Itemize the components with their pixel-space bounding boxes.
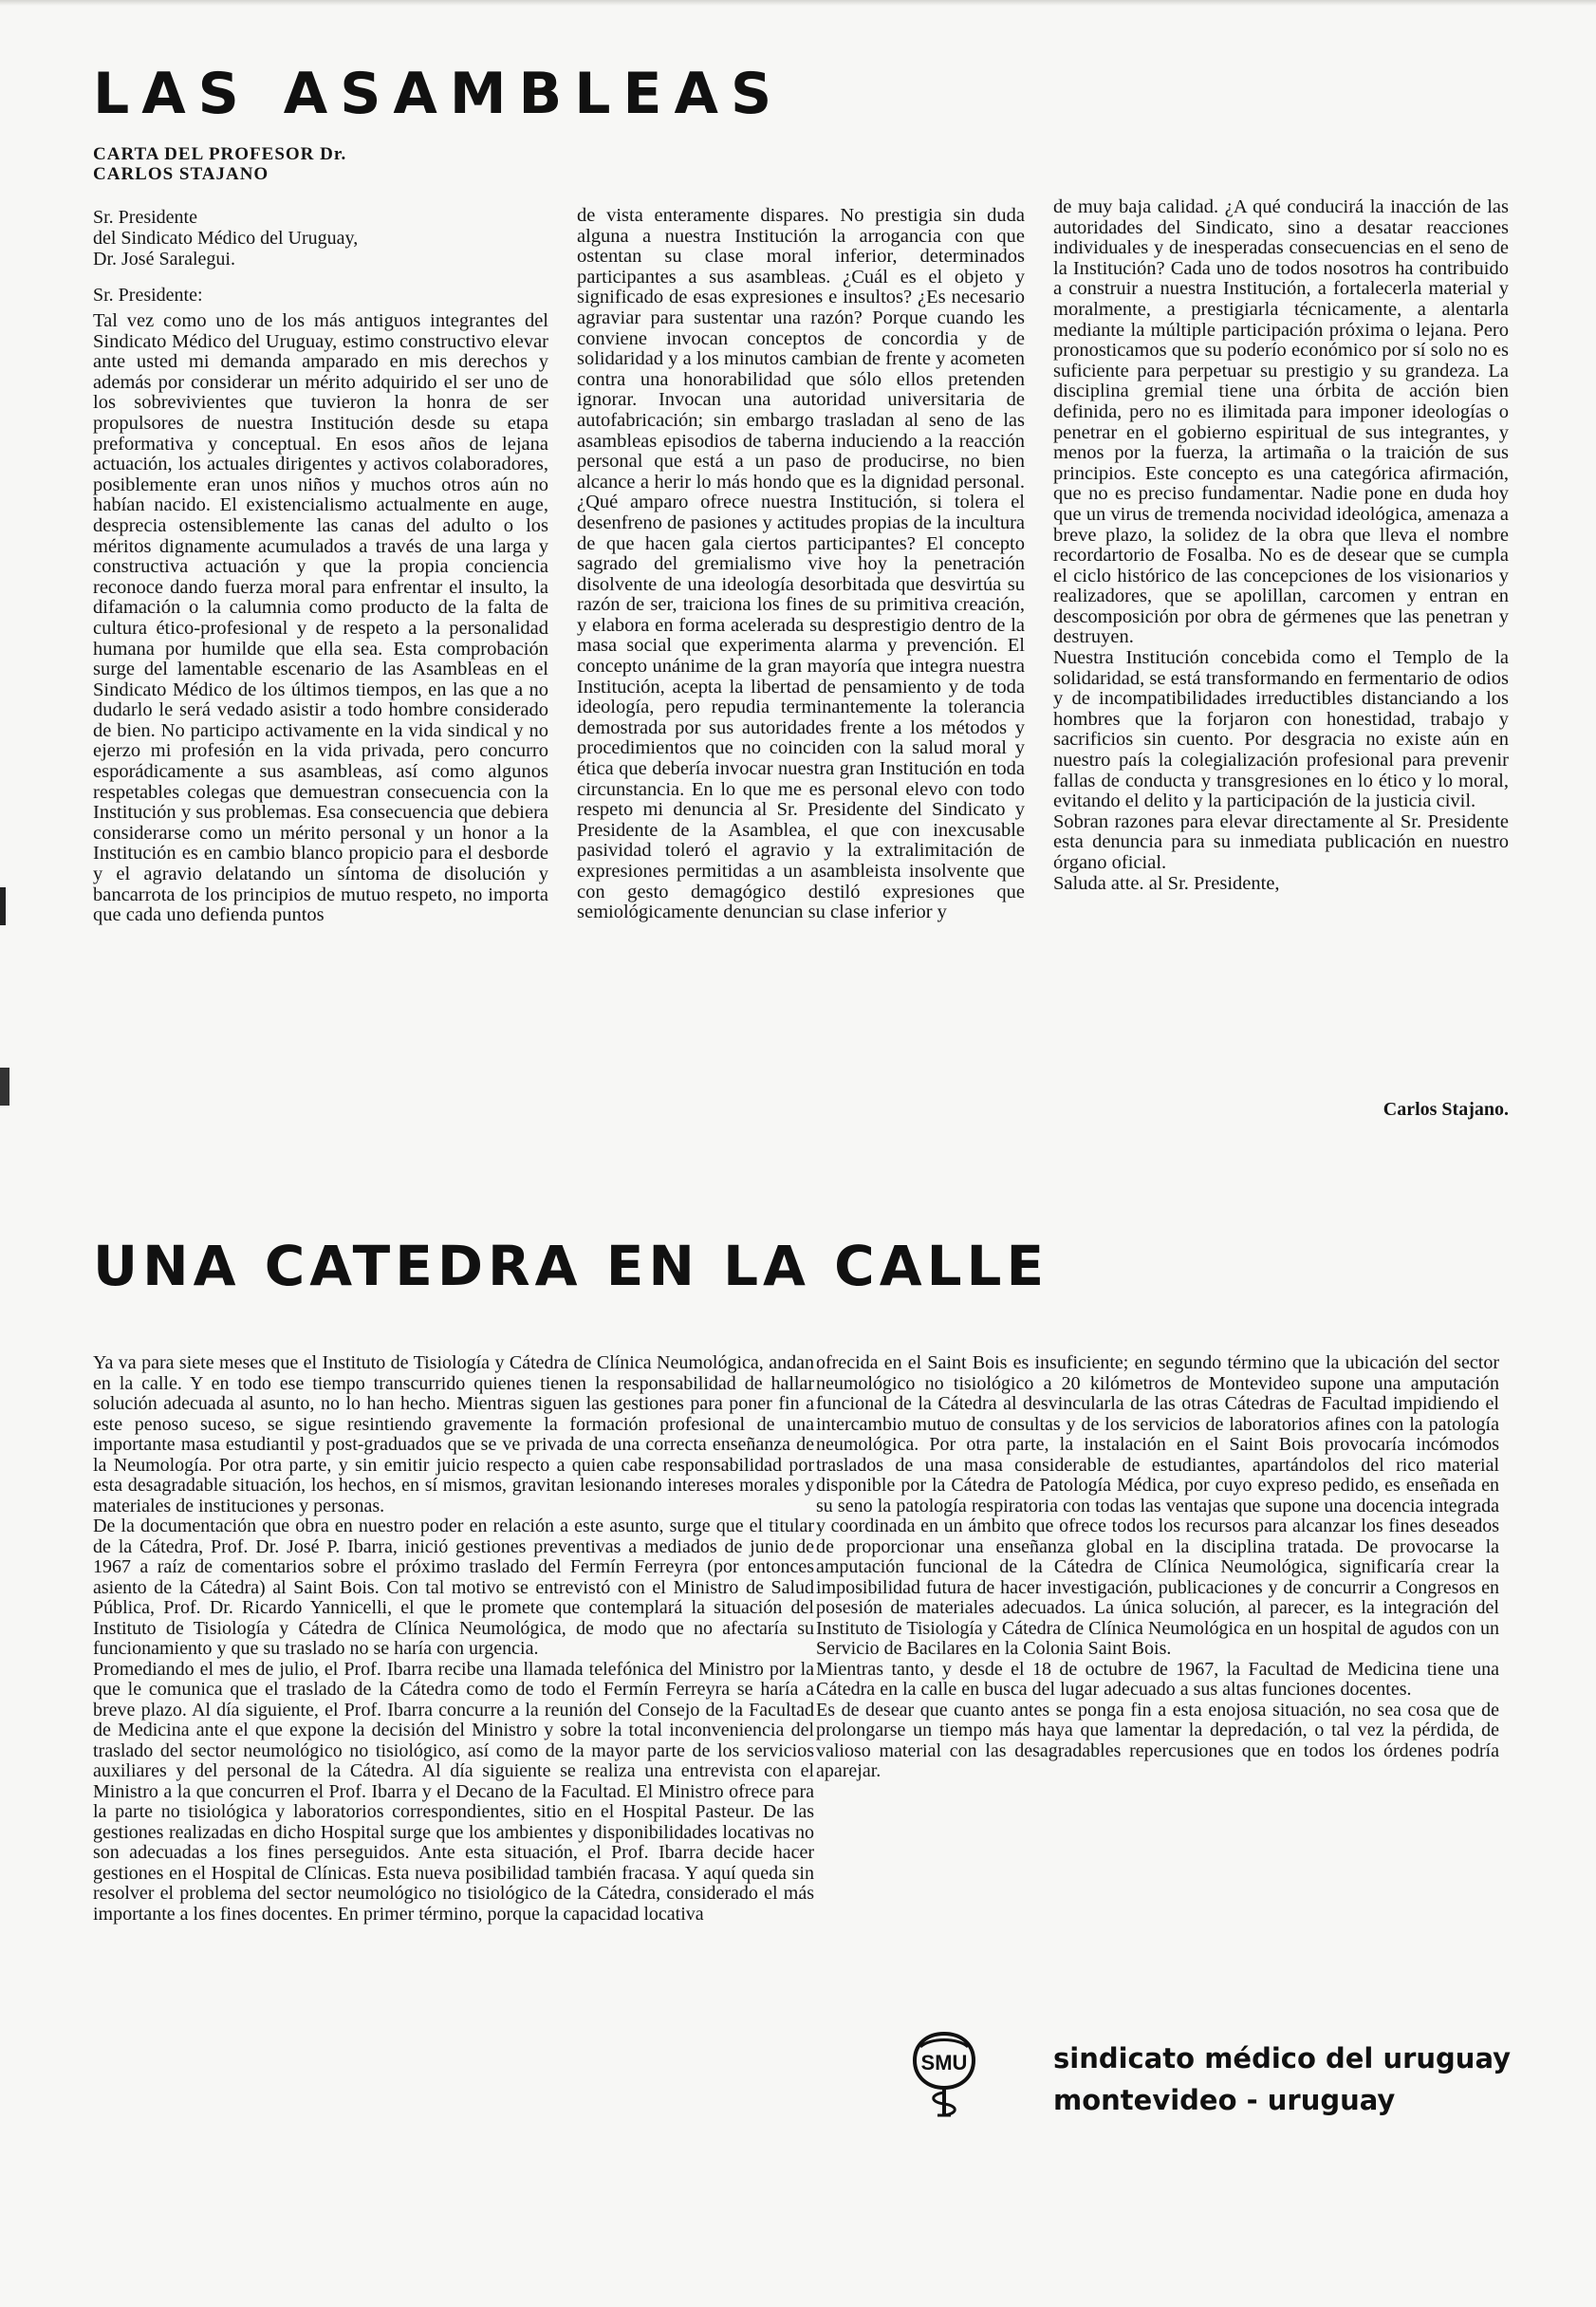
article1-salutation: Sr. Presidente: (93, 285, 203, 306)
org-line: sindicato médico del uruguay (1053, 2042, 1512, 2074)
paragraph: Mientras tanto, y desde el 18 de octubre de 1967, la Facultad de Medicina tiene una Cátedra en la calle en busca del lugar adecuado a sus altas funciones docentes. (816, 1658, 1499, 1700)
paragraph: Tal vez como uno de los más antiguos integrantes del Sindicato Médico del Uruguay, estimo constructivo elevar ante usted mi demanda amparado en mis derechos y además por considerar un mérito adquirido el ser uno de los sobrevivientes que tuvieron la honra de ser propulsores de nuestra Institución desde su etapa preformativa y conceptual. En esos años de lejana actuación, los actuales dirigentes y activos colaboradores, posiblemente eran unos niños y muchos otros aún no habían nacido. El existencialismo actualmente en auge, desprecia ostensiblemente las canas del adulto o los méritos dignamente acumulados a través de una larga y constructiva actuación y que la propia conciencia reconoce dando fuerza moral para enfrentar el insulto, la difamación o la calumnia como producto de la falta de cultura ético-profesional y de respeto a la personalidad humana por humilde que ella sea. Esta comprobación surge del lamentable escenario de las Asambleas en el Sindicato Médico de los últimos tiempos, en las que a no dudarlo le será vedado asistir a todo hombre considerado de bien. No participo activamente en la vida sindical y no ejerzo mi profesión en la vida privada, pero concurro esporádicamente a sus asambleas, así como algunos respetables colegas que demuestran consecuencia con la Institución y sus problemas. Esa consecuencia que debiera considerarse como un mérito personal y un honor a la Institución es en cambio blanco propicio para el desborde y el agravio delatando un síntoma de disolución y bancarrota de los principios de mutuo respeto, no importa que cada uno defienda puntos (93, 311, 548, 926)
paragraph: Promediando el mes de julio, el Prof. Ibarra recibe una llamada telefónica del Ministro por la que le comunica que el traslado de la Cátedra como de todo el Fermín Ferreyra se haría a breve plazo. Al día siguiente, el Prof. Ibarra concurre a la reunión del Consejo de la Facultad de Medicina ante el que expone la decisión del Ministro y sobre la total inconveniencia del traslado del sector neumológico no tisiológico, así como de la mayor parte de los servicios auxiliares y del personal de la Cátedra. Al día siguiente se realiza una entrevista con el Ministro a la que concurren el Prof. Ibarra y el Decano de la Facultad. El Ministro ofrece para la parte no tisiológica y laboratorios correspondientes, sitio en el Hospital Pasteur. De las gestiones realizadas en dicho Hospital surge que los ambientes y disponibilidades locativas no son adecuadas a los fines perseguidos. Ante esta situación, el Prof. Ibarra decide hacer gestiones en el Hospital de Clínicas. Esta nueva posibilidad también fracasa. Y aquí queda sin resolver el problema del sector neumológico no tisiológico de la Cátedra, considerado el más importante a los fines docentes. En primer término, porque la capacidad locativa (93, 1658, 814, 1925)
closing: Saluda atte. al Sr. Presidente, (1053, 872, 1280, 894)
article1-subtitle (93, 144, 473, 184)
logo-letters: SMU (920, 2051, 968, 2074)
address-line: Sr. Presidente (93, 207, 197, 228)
paragraph: de muy baja calidad. ¿A qué conducirá la inacción de las autoridades del Sindicato, sino a desatar reacciones individuales y de inesperadas consecuencias en el seno de la Institución? Cada uno de todos nosotros ha contribuido a construir a nuestra Institución, a fortalecerla material y moralmente, a prestigiarla técnicamente, a alentarla mediante la múltiple participación próxima o lejana. Pero pronosticamos que su poderío económico por sí solo no es suficiente para perpetuar su prestigio y su grandeza. La disciplina gremial tiene una órbita de acción bien definida, pero no es ilimitada para imponer ideologías o penetrar en el gobierno espiritual de sus integrantes, y menos por la fuerza, la artimaña o la traición de sus principios. Este concepto es una categórica afirmación, que no es preciso fundamentar. Nadie pone en duda hoy que un virus de tremenda nocividad ideológica, amenaza a breve plazo, la solidez de la obra que lleva el nombre recordartorio de Fosalba. No es de desear que se cumpla el ciclo histórico de las concepciones de los visionarios y realizadores, que se apolillan, carcomen y entran en descomposición por obra de gérmenes que las penetran y destruyen. (1053, 197, 1509, 648)
smu-logo-icon (901, 2028, 987, 2123)
article1-signature: Carlos Stajano. (1383, 1099, 1509, 1120)
article2-column-1 (93, 1353, 814, 2136)
scan-mark (0, 1068, 9, 1106)
publisher-footer (901, 2026, 1512, 2130)
address-line: Dr. José Saralegui. (93, 249, 235, 270)
article1-column-1 (93, 311, 548, 1146)
paragraph: Es de desear que cuanto antes se ponga fin a esta enojosa situación, no sea cosa que de prolongarse un tiempo más haya que lamentar la depredación, o tal vez la pérdida, de valioso material con las desagradables repercusiones que en todos los órdenes podría aparejar. (816, 1699, 1499, 1781)
paragraph: Sobran razones para elevar directamente al Sr. Presidente esta denuncia para su inmediata publicación en nuestro órgano oficial. (1053, 810, 1509, 873)
article2-title: UNA CATEDRA EN LA CALLE (93, 1234, 1049, 1298)
article1-address (93, 207, 473, 270)
subtitle-line: CARLOS STAJANO (93, 164, 269, 184)
article1-column-3 (1053, 197, 1509, 1075)
scan-edge (0, 0, 1596, 6)
org-line: montevideo - uruguay (1053, 2084, 1396, 2116)
paragraph: De la documentación que obra en nuestro poder en relación a este asunto, surge que el titular de la Cátedra, Prof. Dr. José P. Ibarra, inició gestiones preventivas a mediados de junio de 1967 a raíz de comentarios sobre el próximo traslado del Fermín Ferreyra (por entonces asiento de la Cátedra) al Saint Bois. Con tal motivo se entrevistó con el Ministro de Salud Pública, Prof. Dr. Ricardo Yannicelli, el que le promete que contemplará la situación del Instituto de Tisiología y Cátedra de Clínica Neumológica, de modo que no afectaría su funcionamiento y que su traslado no se haría con urgencia. (93, 1516, 814, 1659)
article1-column-2 (577, 206, 1025, 1147)
article1-title: LAS ASAMBLEAS (93, 61, 785, 127)
subtitle-line: CARTA DEL PROFESOR Dr. (93, 144, 347, 164)
scan-mark (0, 887, 6, 925)
publisher-name (1053, 2037, 1511, 2121)
paragraph: ofrecida en el Saint Bois es insuficiente; en segundo término que la ubicación del sector neumológico no tisiológico a 20 kilómetros de Montevideo supone una amputación funcional de la Cátedra al desvincularla de las otras Cátedras de Facultad impidiendo el intercambio mutuo de consultas y de los servicios de laboratorios afines con la patología neumológica. Por otra parte, la instalación en el Saint Bois provocaría incómodos traslados de una masa considerable de estudiantes, apartándolos del rico material disponible por la Cátedra de Patología Médica, por cuyo expreso pedido, es enseñada en su seno la patología respiratoria con todas las ventajas que supone una docencia integrada y coordinada en un ámbito que ofrece todos los recursos para alcanzar los fines deseados de proporcionar una enseñanza global en la disciplina tratada. De provocarse la amputación funcional de la Cátedra de Clínica Neumológica, significaría crear la imposibilidad futura de hacer investigación, publicaciones y de concurrir a Congresos en posesión de materiales adecuados. La única solución, al parecer, es la integración del Instituto de Tisiología y Cátedra de Clínica Neumológica en un hospital de agudos con un Servicio de Bacilares en la Colonia Saint Bois. (816, 1353, 1499, 1659)
address-line: del Sindicato Médico del Uruguay, (93, 228, 359, 249)
article2-column-2 (816, 1353, 1499, 1885)
paragraph: Nuestra Institución concebida como el Templo de la solidaridad, se está transformando en fermentario de odios y de incompatibilidades irreductibles distanciando a los hombres que la forjaron con honestidad, trabajo y sacrificios sin cuento. Por desgracia no existe aún en nuestro país la colegialización profesional para prevenir fallas de conducta y transgresiones en lo ético y lo moral, evitando el delito y la participación de la justicia civil. (1053, 647, 1509, 812)
paragraph: de vista enteramente dispares. No prestigia sin duda alguna a nuestra Institución la arrogancia con que ostentan su clase moral inferior, determinados participantes a sus asambleas. ¿Cuál es el objeto y significado de esas expresiones e insultos? ¿Es necesario agraviar para sustentar una razón? Porque cuando les conviene invocan conceptos de concordia y de solidaridad y a los minutos cambian de frente y acometen contra una honorabilidad que sólo ellos pretenden ignorar. Invocan una autoridad universitaria de autofabricación; sin embargo trasladan al seno de las asambleas episodios de taberna induciendo a la reacción personal que está a un paso de producirse, no bien alcance a herir lo más hondo que es la dignidad personal. ¿Qué amparo ofrece nuestra Institución, si tolera el desenfreno de pasiones y actitudes propias de la incultura de que hacen gala ciertos participantes? El concepto sagrado del gremialismo vive hoy la penetración disolvente de una ideología desorbitada que desvirtúa su razón de ser, traiciona los fines de su primitiva creación, y elabora en forma acelerada su desprestigio dentro de la masa social que experimenta alarma y prevención. El concepto unánime de la gran mayoría que integra nuestra Institución, acepta la libertad de pensamiento y de toda ideología, pero repudia terminantemente la tolerancia demostrada por sus autoridades frente a los métodos y procedimientos que no coinciden con la salud moral y ética que debería invocar nuestra gran Institución en toda circunstancia. En lo que me es personal elevo con todo respeto mi denuncia al Sr. Presidente del Sindicato y Presidente de la Asamblea, el que con inexcusable pasividad toleró el agravio y la extralimitación de expresiones permitidas a un asambleista insolvente que con gesto demagógico destiló expresiones que semiológicamente denuncian su clase inferior y (577, 206, 1025, 923)
paragraph: Ya va para siete meses que el Instituto de Tisiología y Cátedra de Clínica Neumológica, andan en la calle. Y en todo ese tiempo transcurrido quienes tienen la responsabilidad de hallar solución adecuada al asunto, no lo han hecho. Mientras siguen las gestiones para poner fin a este penoso suceso, se sigue resintiendo gravemente la formación profesional de una importante masa estudiantil y post-graduados que se ve privada de una correcta enseñanza de la Neumología. Por otra parte, y sin emitir juicio respecto a quien cabe responsabilidad por esta desagradable situación, los hechos, en sí mismos, gravitan lesionando intereses morales y materiales de instituciones y personas. (93, 1353, 814, 1516)
